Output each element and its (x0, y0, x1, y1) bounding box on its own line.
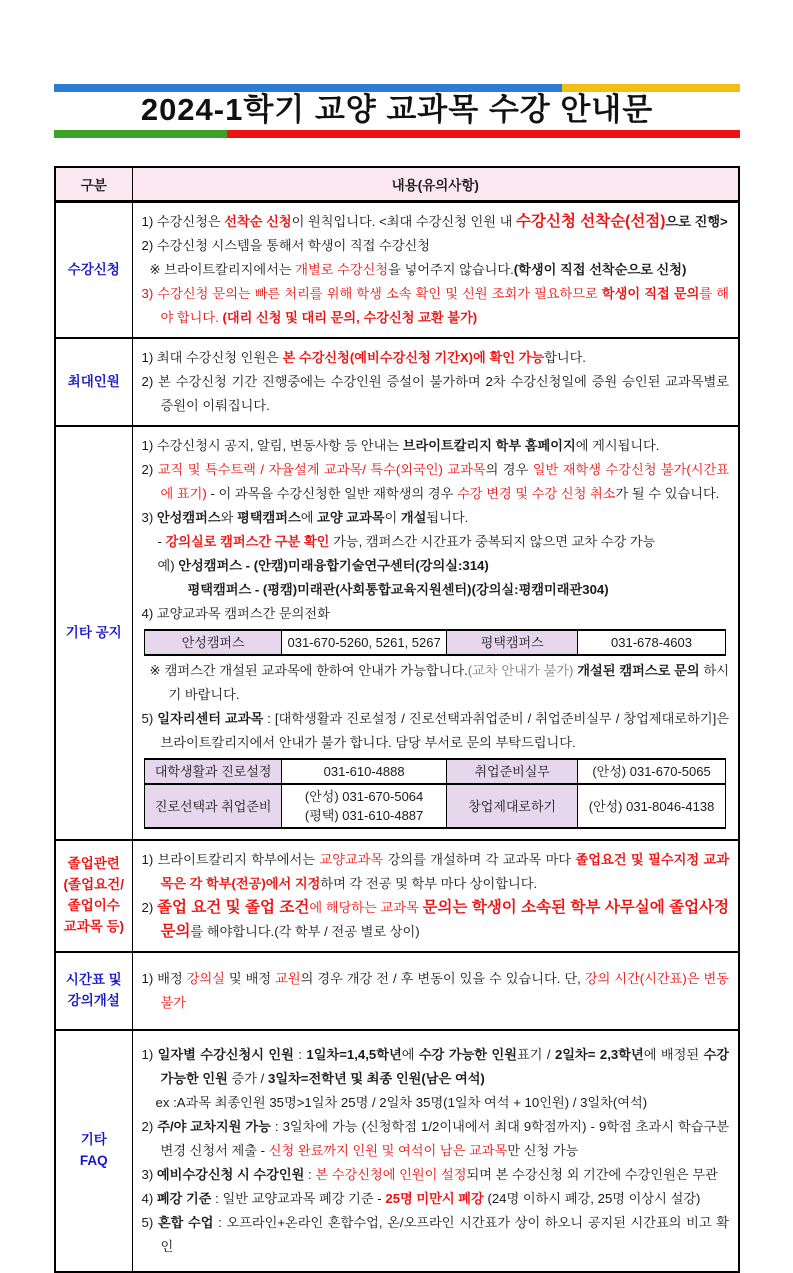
row-content-gita-gongji (132, 426, 739, 840)
text-line: 2) 수강신청 시스템을 통해서 학생이 직접 수강신청 (141, 238, 430, 254)
job-cell-phone: (안성) 031-670-5065 (577, 759, 725, 784)
text-line: ※ 브라이트칼리지에서는 개별로 수강신청을 넣어주지 않습니다.(학생이 직접 선착순으로 신청) (149, 262, 687, 278)
row-label-gita-gongji: 기타 공지 (55, 426, 132, 840)
text-line: 1) 수강신청은 선착순 신청이 원칙입니다. <최대 수강신청 인원 내 수강신청 선착순(선점)으로 진행> (141, 213, 728, 231)
title-bottom-bar (54, 130, 740, 138)
campus-pyeongtaek-label: 평택캠퍼스 (447, 630, 578, 655)
row-content-jolup (132, 840, 739, 952)
text-line: 예) 안성캠퍼스 - (안캠)미래융합기술연구센터(강의실:314) (157, 558, 489, 574)
row-label-sugang: 수강신청 (55, 202, 132, 339)
text-line: 1) 최대 수강신청 인원은 본 수강신청(예비수강신청 기간X)에 확인 가능합니다. (141, 350, 586, 366)
text-line: 평택캠퍼스 - (평캠)미래관(사회통합교육지원센터)(강의실:평캠미래관304) (187, 582, 609, 598)
text-line: 4) 교양교과목 캠퍼스간 문의전화 (141, 606, 330, 622)
campus-anseong-label: 안성캠퍼스 (145, 630, 281, 655)
table-header-row (55, 167, 739, 202)
job-cell-phone: (안성) 031-670-5064 (평택) 031-610-4887 (281, 784, 446, 828)
text-line: 4) 폐강 기준 : 일반 교양교과목 폐강 기준 - 25명 미만시 폐강 (24명 이하시 폐강, 25명 이상시 설강) (141, 1191, 701, 1207)
campus-pyeongtaek-phone: 031-678-4603 (577, 630, 725, 655)
top-bar-yellow-segment (562, 84, 740, 92)
job-cell-label: 창업제대로하기 (447, 784, 578, 828)
text-line: 2) 주/야 교차지원 가능 : 3일차에 가능 (신청학점 1/2이내에서 최대 9학점까지) - 9학점 초과시 학습구분 변경 신청서 제출 - 신청 완료까지 인원 및 여석이 남은 교과목만 신청 가능 (141, 1119, 729, 1159)
text-line: 1) 수강신청시 공지, 알림, 변동사항 등 안내는 브라이트칼리지 학부 홈페이지에 게시됩니다. (141, 438, 660, 454)
text-line: ※ 캠퍼스간 개설된 교과목에 한하여 안내가 가능합니다.(교차 안내가 불가) 개설된 캠퍼스로 문의 하시기 바랍니다. (149, 663, 729, 703)
text-line: 3) 예비수강신청 시 수강인원 : 본 수강신청에 인원이 설정되며 본 수강신청 외 기간에 수강인원은 무관 (141, 1167, 718, 1183)
job-center-phone-row (145, 784, 726, 828)
row-content-sugang (132, 202, 739, 339)
header-category: 구분 (55, 167, 132, 202)
row-content-sigan (132, 952, 739, 1030)
notice-page (0, 84, 793, 1255)
text-line: 5) 일자리센터 교과목 : [대학생활과 진로설정 / 진로선택과취업준비 / 취업준비실무 / 창업제대로하기]은 브라이트칼리지에서 안내가 불가 합니다. 담당 부서로 문의 부탁드립니다. (141, 711, 730, 751)
campus-phone-row (145, 630, 726, 655)
text-line: ex :A과목 최종인원 35명>1일차 25명 / 2일차 35명(1일차 여석 + 10인원) / 3일차(여석) (155, 1095, 648, 1111)
table-row-gita-gongji (55, 426, 739, 840)
row-content-choedae (132, 338, 739, 426)
text-line: 2) 교직 및 특수트랙 / 자율설계 교과목/ 특수(외국인) 교과목의 경우 일반 재학생 수강신청 불가(시간표에 표기) - 이 과목을 수강신청한 일반 재학생의 경우 수강 변경 및 수강 신청 취소가 될 수 있습니다. (141, 462, 730, 502)
text-line: 3) 수강신청 문의는 빠른 처리를 위해 학생 소속 확인 및 신원 조회가 필요하므로 학생이 직접 문의를 해야 합니다. (대리 신청 및 대리 문의, 수강신청 교환 불가) (141, 286, 729, 326)
top-bar-blue-segment (54, 84, 562, 92)
bottom-bar-red-segment (227, 130, 740, 138)
page-title: 2024-1학기 교양 교과목 수강 안내문 (140, 92, 654, 127)
text-line: 1) 배정 강의실 및 배정 교원의 경우 개강 전 / 후 변동이 있을 수 있습니다. 단, 강의 시간(시간표)은 변동 불가 (141, 971, 729, 1011)
header-content: 내용(유의사항) (132, 167, 739, 202)
campus-phone-table (144, 629, 726, 656)
job-cell-label: 대학생활과 진로설정 (145, 759, 281, 784)
text-line: - 강의실로 캠퍼스간 구분 확인 가능, 캠퍼스간 시간표가 중복되지 않으면 교차 수강 가능 (157, 534, 656, 550)
text-line: 1) 일자별 수강신청시 인원 : 1일차=1,4,5학년에 수강 가능한 인원표기 / 2일차= 2,3학년에 배정된 수강 가능한 인원 증가 / 3일차=전학년 및 최종 인원(남은 여석) (141, 1047, 729, 1087)
row-label-sigan: 시간표 및 강의개설 (55, 952, 132, 1030)
table-row-sigan (55, 952, 739, 1030)
row-label-jolup: 졸업관련 (졸업요건/ 졸업이수 교과목 등) (55, 840, 132, 952)
table-row-jolup (55, 840, 739, 952)
bottom-bar-green-segment (54, 130, 227, 138)
table-row-sugang (55, 202, 739, 339)
table-row-choedae (55, 338, 739, 426)
job-center-phone-row (145, 759, 726, 784)
campus-anseong-phone: 031-670-5260, 5261, 5267 (281, 630, 446, 655)
row-label-faq: 기타 FAQ (55, 1030, 132, 1272)
job-cell-phone: (안성) 031-8046-4138 (577, 784, 725, 828)
title-block (54, 84, 740, 138)
job-cell-label: 진로선택과 취업준비 (145, 784, 281, 828)
title-top-bar (54, 84, 740, 92)
text-line: 5) 혼합 수업 : 오프라인+온라인 혼합수업, 온/오프라인 시간표가 상이 하오니 공지된 시간표의 비고 확인 (141, 1215, 730, 1255)
row-label-choedae: 최대인원 (55, 338, 132, 426)
job-cell-phone: 031-610-4888 (281, 759, 446, 784)
job-cell-label: 취업준비실무 (447, 759, 578, 784)
text-line: 1) 브라이트칼리지 학부에서는 교양교과목 강의를 개설하며 각 교과목 마다 졸업요건 및 필수지정 교과목은 각 학부(전공)에서 지정하며 각 전공 및 학부 마다 상이합니다. (141, 852, 730, 892)
row-content-faq (132, 1030, 739, 1272)
job-center-phone-table (144, 758, 726, 829)
table-row-faq (55, 1030, 739, 1272)
text-line: 2) 본 수강신청 기간 진행중에는 수강인원 증설이 불가하며 2차 수강신청일에 증원 승인된 교과목별로 증원이 이뤄집니다. (141, 374, 729, 414)
notice-table (54, 166, 740, 1273)
text-line: 3) 안성캠퍼스와 평택캠퍼스에 교양 교과목이 개설됩니다. (141, 510, 469, 526)
text-line: 2) 졸업 요건 및 졸업 조건에 해당하는 교과목 문의는 학생이 소속된 학부 사무실에 졸업사정 문의를 해야합니다.(각 학부 / 전공 별로 상이) (141, 899, 730, 941)
